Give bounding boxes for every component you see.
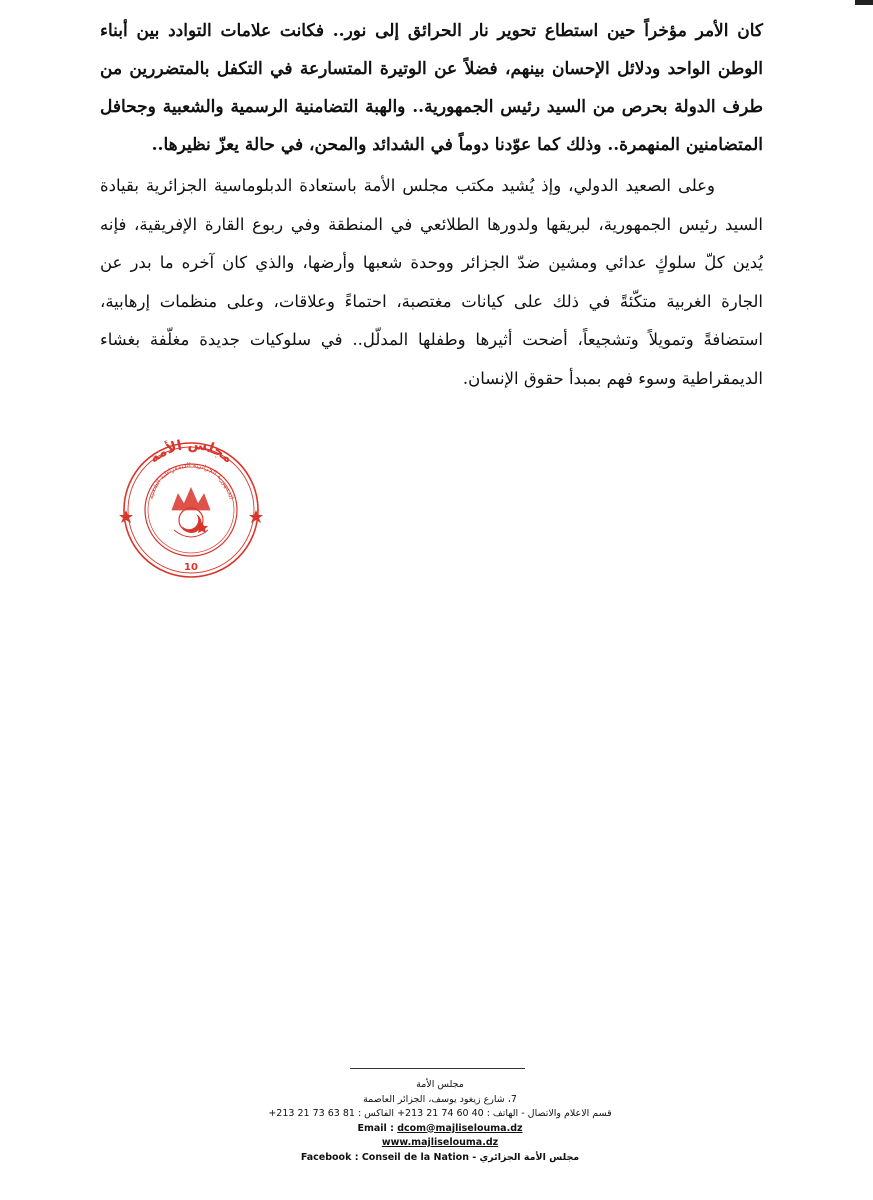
footer-facebook: Facebook : Conseil de la Nation - مجلس الأمة الجزائري — [300, 1151, 580, 1163]
footer — [240, 1078, 640, 1165]
stamp-number: 10 — [184, 562, 198, 573]
emblem-icon — [172, 488, 210, 537]
footer-org-name: مجلس الأمة — [416, 1079, 464, 1090]
stamp-org-name: مجلس الأمة — [146, 436, 236, 467]
official-seal-stamp — [112, 418, 270, 588]
footer-email-label: Email : — [357, 1122, 394, 1134]
footer-email-row — [240, 1122, 640, 1137]
paragraph-1: كان الأمر مؤخراً حين استطاع تحوير نار الحرائق إلى نور.. فكانت علامات التوادد بين أبناء الوطن الواحد ودلائل الإحسان بينهم، فضلاً عن الوتيرة المتسارعة في التكفل بالمتضررين من طرف الدولة بحرص من السيد رئيس الجمهورية.. والهبة التضامنية الرسمية والشعبية وجحافل المتضامنين المنهمرة.. وذلك كما عوّدنا دوماً في الشدائد والمحن، في حالة يعزّ نظيرها.. — [100, 21, 763, 155]
footer-contact-line: قسم الاعلام والاتصال - الهاتف : 40 60 74 21 213+ الفاكس : 81 63 73 21 213+ — [268, 1108, 612, 1119]
footer-divider — [350, 1068, 525, 1069]
stamp-star-right-icon — [249, 510, 263, 523]
footer-email-link[interactable]: dcom@majliselouma.dz — [397, 1122, 523, 1134]
stamp-star-left-icon — [119, 510, 133, 523]
footer-website-link[interactable]: www.majliselouma.dz — [381, 1137, 499, 1148]
footer-address: 7، شارع زيغود يوسف، الجزائر العاصمة — [363, 1093, 517, 1105]
paragraph-2: وعلى الصعيد الدولي، وإذ يُشيد مكتب مجلس الأمة باستعادة الدبلوماسية الجزائرية بقيادة السيد رئيس الجمهورية، لبريقها ولدورها الطلائعي في المنطقة وفي ربوع القارة الإفريقية، فإنه يُدين كلّ سلوكٍ عدائي ومشين ضدّ الجزائر ووحدة شعبها وأرضها، والذي كان آخره ما بدر عن الجارة الغربية متكّئةً في ذلك على كيانات مغتصبة، احتماءً وعلاقات، وعلى منظمات إرهابية، استضافةً وتمويلاً وتشجيعاً، أضحت أثيرها وطفلها المدلّل.. في سلوكيات جديدة مغلّفة بغشاء الديمقراطية وسوء فهم بمبدأ حقوق الإنسان. — [100, 176, 763, 388]
stamp-inner-text: الجمهورية الجزائرية الديمقراطية الشعبية — [146, 461, 236, 500]
scan-edge-mark — [855, 0, 873, 5]
